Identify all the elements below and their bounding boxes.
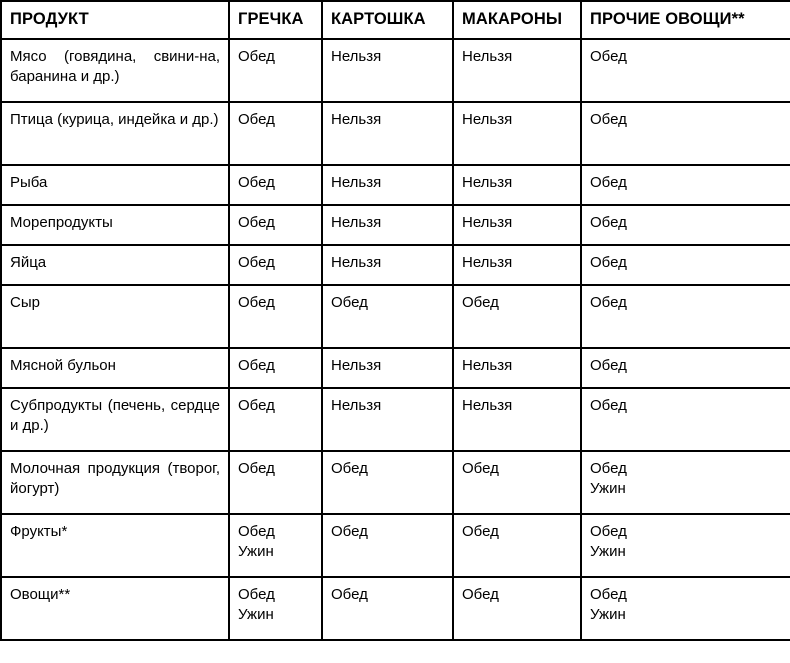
cell-kartoshka bbox=[322, 451, 453, 514]
cell-ovoshchi bbox=[581, 577, 790, 640]
cell-line: Обед bbox=[462, 460, 499, 477]
cell-line: Нельзя bbox=[331, 174, 382, 191]
header-row bbox=[1, 1, 790, 39]
table-row bbox=[1, 245, 790, 285]
cell-product: Мясной бульон bbox=[1, 348, 229, 388]
cell-makarony bbox=[453, 285, 581, 348]
cell-line: Нельзя bbox=[462, 111, 513, 128]
cell-line: Обед bbox=[590, 586, 627, 603]
cell-makarony bbox=[453, 205, 581, 245]
cell-line: Обед bbox=[331, 586, 368, 603]
cell-line: Обед bbox=[331, 460, 368, 477]
cell-line: Нельзя bbox=[331, 254, 382, 271]
cell-makarony bbox=[453, 451, 581, 514]
cell-grechka bbox=[229, 451, 322, 514]
cell-grechka bbox=[229, 39, 322, 102]
cell-line: Обед bbox=[238, 460, 275, 477]
cell-line: Обед bbox=[238, 523, 275, 540]
cell-line: Нельзя bbox=[462, 397, 513, 414]
cell-makarony bbox=[453, 514, 581, 577]
table-row bbox=[1, 205, 790, 245]
cell-kartoshka bbox=[322, 39, 453, 102]
cell-kartoshka bbox=[322, 205, 453, 245]
cell-line: Обед bbox=[462, 294, 499, 311]
table-row bbox=[1, 285, 790, 348]
cell-line: Обед bbox=[238, 357, 275, 374]
cell-line: Обед bbox=[590, 111, 627, 128]
table-row bbox=[1, 577, 790, 640]
cell-line: Ужин bbox=[590, 542, 626, 560]
cell-grechka bbox=[229, 165, 322, 205]
cell-line: Обед bbox=[462, 586, 499, 603]
cell-product: Субпродукты (печень, сердце и др.) bbox=[1, 388, 229, 451]
table-body bbox=[1, 39, 790, 640]
cell-ovoshchi bbox=[581, 451, 790, 514]
cell-line: Нельзя bbox=[462, 357, 513, 374]
cell-line: Нельзя bbox=[331, 111, 382, 128]
cell-line: Обед bbox=[238, 214, 275, 231]
cell-grechka bbox=[229, 205, 322, 245]
cell-product: Овощи** bbox=[1, 577, 229, 640]
cell-kartoshka bbox=[322, 102, 453, 165]
cell-product: Морепродукты bbox=[1, 205, 229, 245]
cell-ovoshchi bbox=[581, 388, 790, 451]
column-header-ovoshchi: ПРОЧИЕ ОВОЩИ** bbox=[581, 1, 790, 39]
cell-line: Обед bbox=[238, 174, 275, 191]
column-header-kartoshka: КАРТОШКА bbox=[322, 1, 453, 39]
cell-ovoshchi bbox=[581, 165, 790, 205]
cell-ovoshchi bbox=[581, 245, 790, 285]
table-header bbox=[1, 1, 790, 39]
cell-makarony bbox=[453, 39, 581, 102]
cell-ovoshchi bbox=[581, 285, 790, 348]
table-row bbox=[1, 39, 790, 102]
column-header-makarony: МАКАРОНЫ bbox=[453, 1, 581, 39]
cell-ovoshchi bbox=[581, 514, 790, 577]
cell-line: Обед bbox=[590, 214, 627, 231]
cell-product: Фрукты* bbox=[1, 514, 229, 577]
cell-kartoshka bbox=[322, 165, 453, 205]
table-row bbox=[1, 165, 790, 205]
cell-grechka bbox=[229, 245, 322, 285]
cell-line: Нельзя bbox=[331, 214, 382, 231]
cell-kartoshka bbox=[322, 514, 453, 577]
cell-line: Обед bbox=[238, 111, 275, 128]
cell-line: Обед bbox=[462, 523, 499, 540]
cell-line: Обед bbox=[238, 397, 275, 414]
table-row bbox=[1, 451, 790, 514]
cell-line: Обед bbox=[238, 586, 275, 603]
column-header-grechka: ГРЕЧКА bbox=[229, 1, 322, 39]
cell-kartoshka bbox=[322, 285, 453, 348]
cell-grechka bbox=[229, 577, 322, 640]
cell-line: Ужин bbox=[238, 542, 274, 560]
table-row bbox=[1, 514, 790, 577]
cell-line: Обед bbox=[331, 523, 368, 540]
cell-product: Рыба bbox=[1, 165, 229, 205]
cell-kartoshka bbox=[322, 245, 453, 285]
cell-grechka bbox=[229, 514, 322, 577]
cell-line: Обед bbox=[590, 357, 627, 374]
cell-product: Молочная продукция (творог, йогурт) bbox=[1, 451, 229, 514]
cell-line: Обед bbox=[590, 174, 627, 191]
cell-makarony bbox=[453, 102, 581, 165]
cell-line: Обед bbox=[238, 254, 275, 271]
cell-grechka bbox=[229, 388, 322, 451]
cell-line: Обед bbox=[590, 254, 627, 271]
cell-makarony bbox=[453, 577, 581, 640]
cell-kartoshka bbox=[322, 577, 453, 640]
table-row bbox=[1, 348, 790, 388]
cell-makarony bbox=[453, 245, 581, 285]
cell-kartoshka bbox=[322, 348, 453, 388]
table-row bbox=[1, 102, 790, 165]
column-header-product: ПРОДУКТ bbox=[1, 1, 229, 39]
cell-makarony bbox=[453, 388, 581, 451]
cell-line: Обед bbox=[238, 294, 275, 311]
cell-ovoshchi bbox=[581, 102, 790, 165]
cell-line: Нельзя bbox=[462, 48, 513, 65]
cell-line: Обед bbox=[590, 48, 627, 65]
cell-line: Обед bbox=[590, 397, 627, 414]
cell-grechka bbox=[229, 285, 322, 348]
cell-product: Птица (курица, индейка и др.) bbox=[1, 102, 229, 165]
cell-line: Обед bbox=[238, 48, 275, 65]
cell-product: Яйца bbox=[1, 245, 229, 285]
cell-line: Ужин bbox=[590, 605, 626, 623]
cell-product: Сыр bbox=[1, 285, 229, 348]
cell-line: Нельзя bbox=[462, 254, 513, 271]
cell-grechka bbox=[229, 348, 322, 388]
cell-product: Мясо (говядина, свини-на, баранина и др.) bbox=[1, 39, 229, 102]
cell-grechka bbox=[229, 102, 322, 165]
cell-line: Обед bbox=[331, 294, 368, 311]
cell-makarony bbox=[453, 348, 581, 388]
cell-line: Нельзя bbox=[331, 357, 382, 374]
cell-line: Обед bbox=[590, 523, 627, 540]
cell-line: Ужин bbox=[238, 605, 274, 623]
cell-line: Обед bbox=[590, 294, 627, 311]
cell-makarony bbox=[453, 165, 581, 205]
cell-kartoshka bbox=[322, 388, 453, 451]
table-row bbox=[1, 388, 790, 451]
cell-ovoshchi bbox=[581, 205, 790, 245]
cell-line: Нельзя bbox=[462, 174, 513, 191]
cell-ovoshchi bbox=[581, 39, 790, 102]
cell-line: Нельзя bbox=[331, 397, 382, 414]
cell-ovoshchi bbox=[581, 348, 790, 388]
cell-line: Обед bbox=[590, 460, 627, 477]
cell-line: Нельзя bbox=[462, 214, 513, 231]
cell-line: Нельзя bbox=[331, 48, 382, 65]
cell-line: Ужин bbox=[590, 479, 626, 497]
